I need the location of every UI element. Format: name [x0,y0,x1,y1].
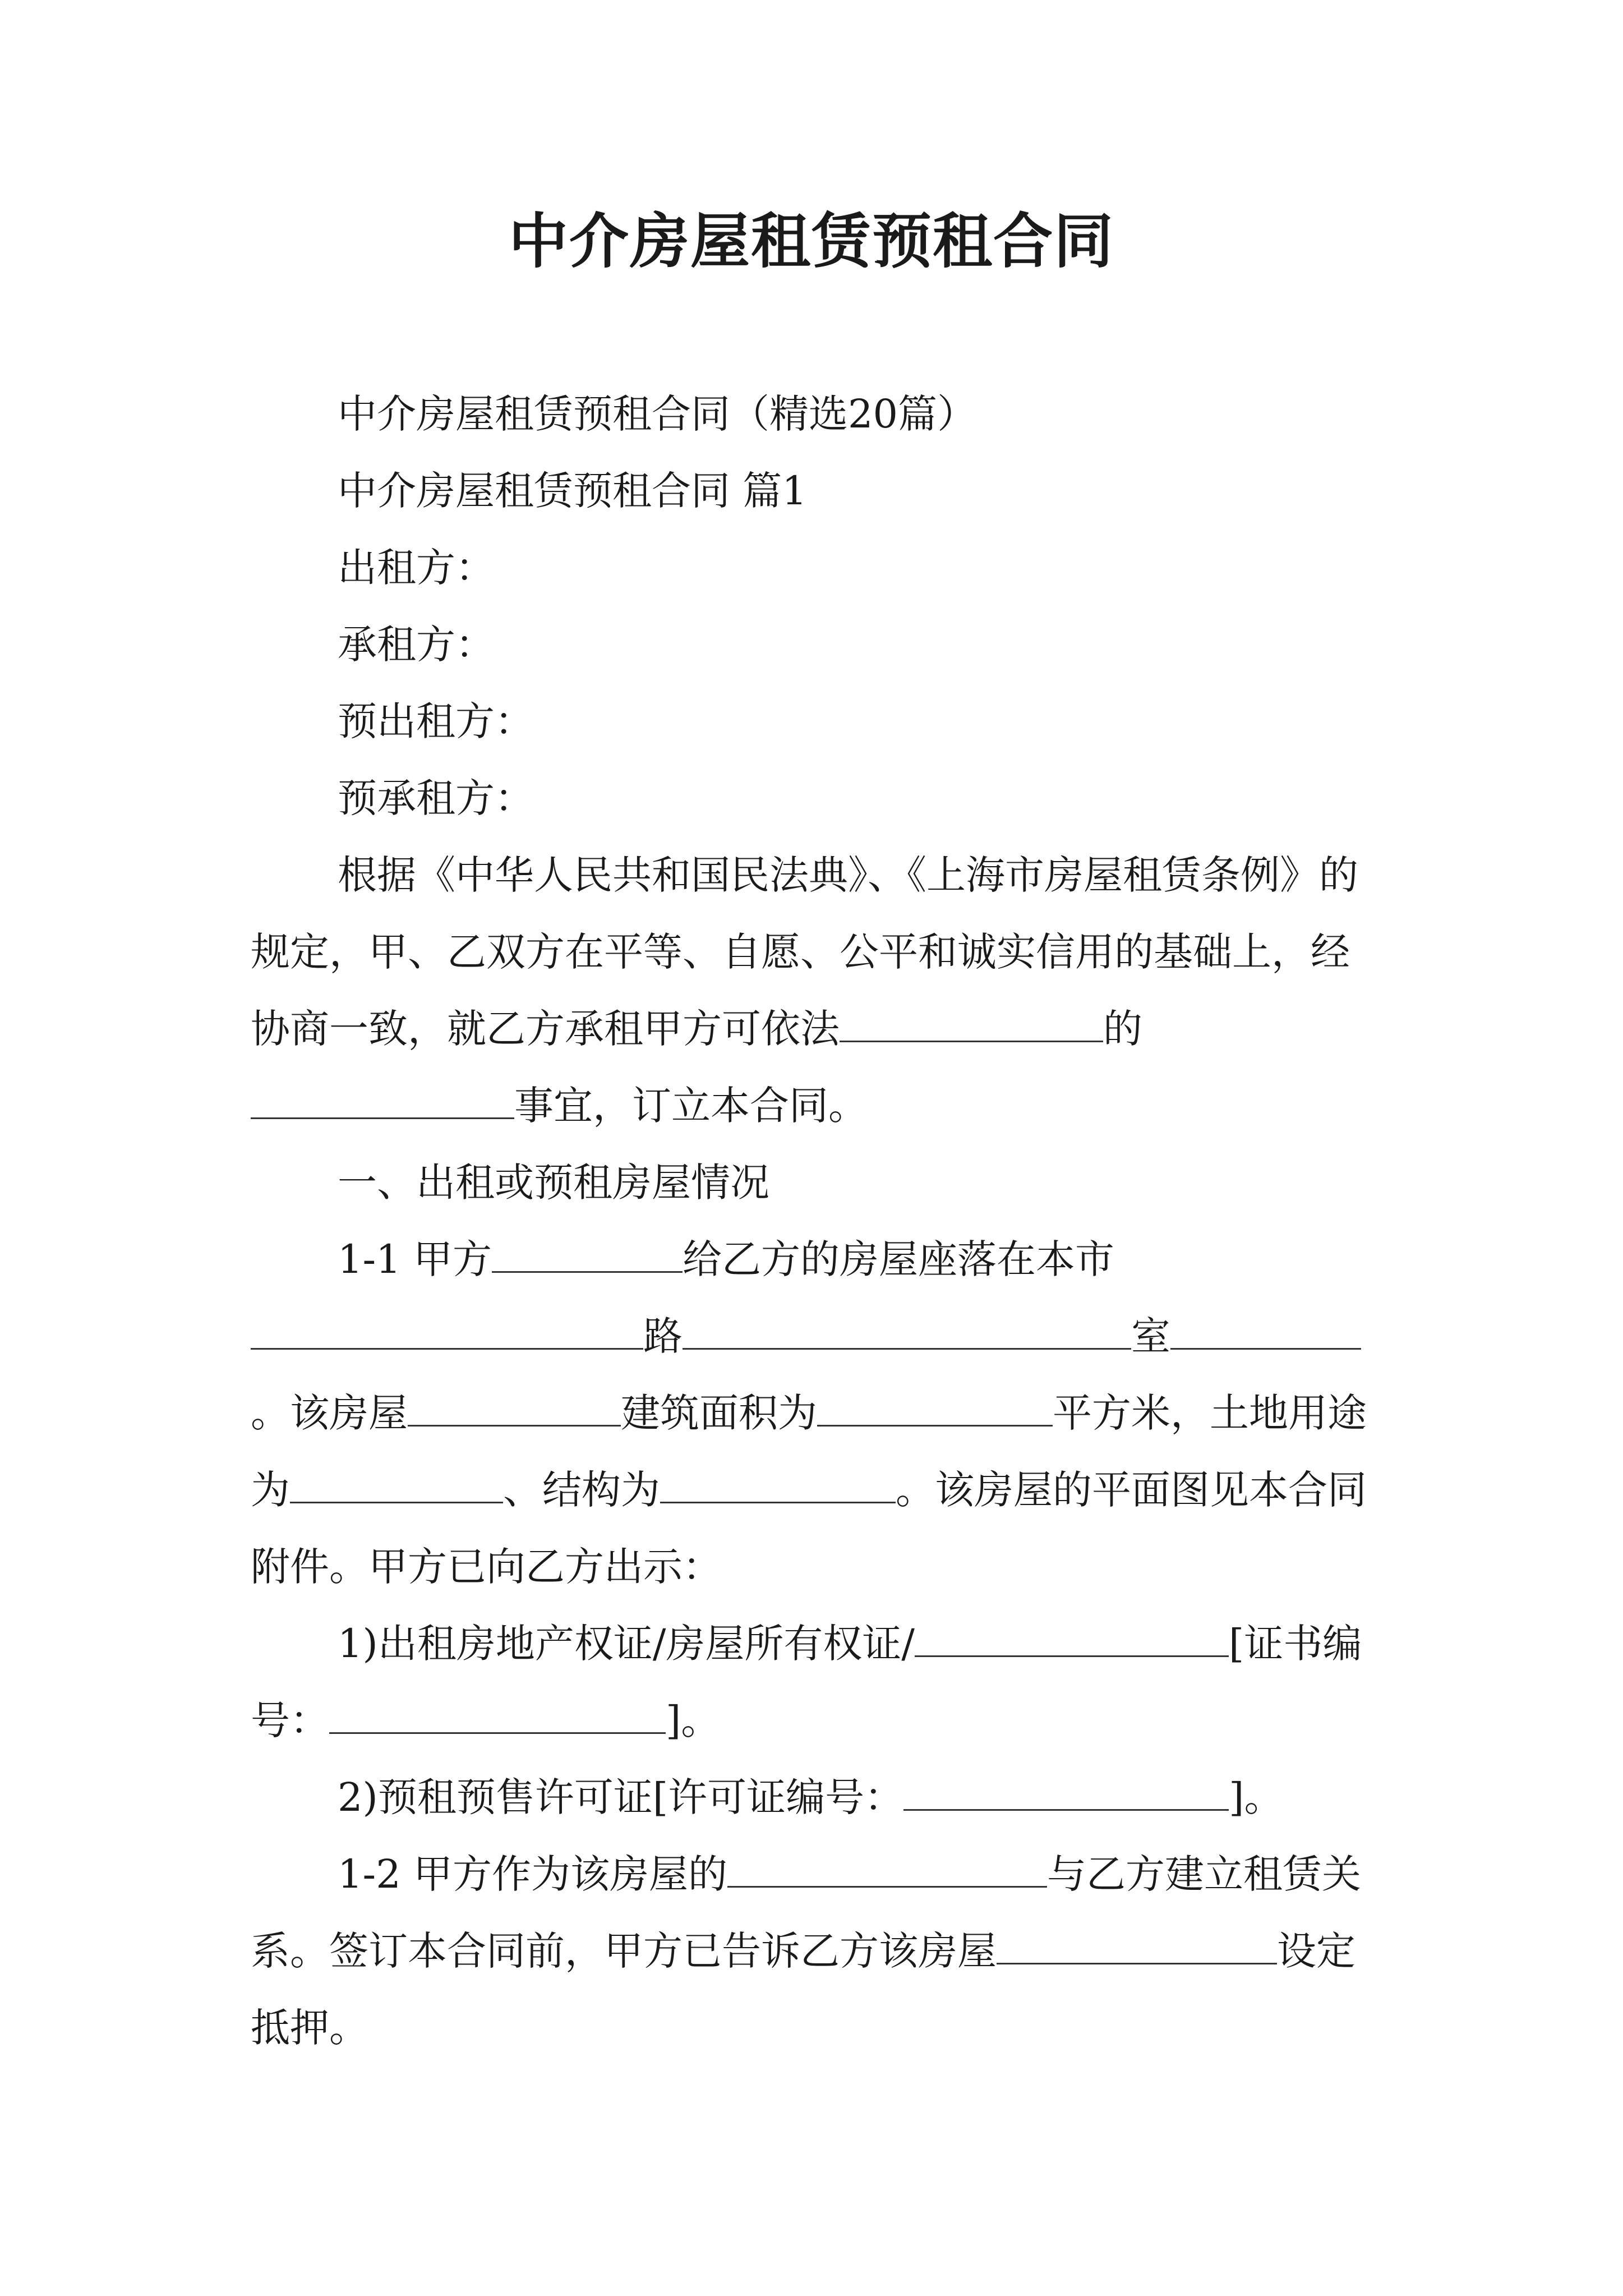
clause-1-2 [251,1836,1377,2067]
section-heading [251,453,1377,530]
blank-line [660,1469,896,1503]
blank-line [727,1853,1047,1888]
clause-1-1 [251,1221,1377,1605]
text-run: 的 [1103,1006,1142,1052]
blank-line [683,1315,1131,1350]
blank-line [817,1392,1053,1427]
blank-line [251,1085,514,1119]
blank-line [492,1239,683,1273]
text-run: 给乙方的房屋座落在本市 [682,1236,1114,1282]
document-body [251,376,1377,2067]
text-run: 与乙方建立租赁关系。签订本合同前，甲方已告诉乙方该房屋 [251,1851,1361,1974]
subtitle [251,376,1377,453]
text-run: 中介房屋租赁预租合同（精选20篇） [338,391,977,437]
blank-line [915,1623,1229,1657]
section-heading [251,1144,1377,1221]
text-run: 承租方： [338,622,495,668]
text-run: 1-1 甲方 [338,1236,492,1282]
preamble-paragraph [251,837,1377,1144]
clause-item-2 [251,1759,1377,1836]
blank-line [997,1930,1277,1964]
text-run: [证书编号： [251,1621,1362,1743]
text-run: 室 [1131,1313,1170,1359]
text-run: 事宜，订立本合同。 [514,1083,868,1129]
clause-item-1 [251,1605,1377,1759]
blank-line [1170,1315,1361,1350]
text-run: 预出租方： [338,698,534,744]
text-run: 、结构为 [503,1467,660,1513]
party-pre-lessee [251,760,1377,837]
text-run: 1)出租房地产权证/房屋所有权证/ [338,1621,915,1667]
blank-line [903,1777,1229,1811]
text-run: 。该房屋的平面图见本合同附件。甲方已向乙方出示： [251,1467,1367,1590]
blank-line [840,1008,1103,1042]
blank-line [408,1392,621,1427]
text-run: 路 [643,1313,683,1359]
text-run: ]。 [666,1697,721,1743]
text-run: 中介房屋租赁预租合同 篇1 [338,468,807,514]
party-lessee [251,606,1377,683]
blank-line [251,1315,643,1350]
text-run: 。该房屋 [251,1390,408,1436]
party-lessor [251,530,1377,606]
text-run: 设定抵押。 [251,1928,1355,2051]
text-run: 1-2 甲方作为该房屋的 [338,1851,727,1897]
text-run: 出租方： [338,545,495,591]
blank-line [290,1469,503,1503]
document-title: 中介房屋租赁预租合同 [509,206,1114,276]
text-run: 一、出租或预租房屋情况 [338,1159,769,1205]
text-run: 根据《中华人民共和国民法典》、《上海市房屋租赁条例》的规定，甲、乙双方在平等、自愿、公平和诚实信用的基础上，经协商一致，就乙方承租甲方可依法 [251,852,1358,1052]
text-run: ]。 [1229,1774,1284,1820]
text-run: 2)预租预售许可证[许可证编号： [338,1774,904,1820]
text-run: 平方米，土地用途为 [251,1390,1367,1513]
text-run: 预承租方： [338,775,534,821]
party-pre-lessor [251,683,1377,760]
text-run: 建筑面积为 [621,1390,817,1436]
blank-line [329,1700,666,1734]
